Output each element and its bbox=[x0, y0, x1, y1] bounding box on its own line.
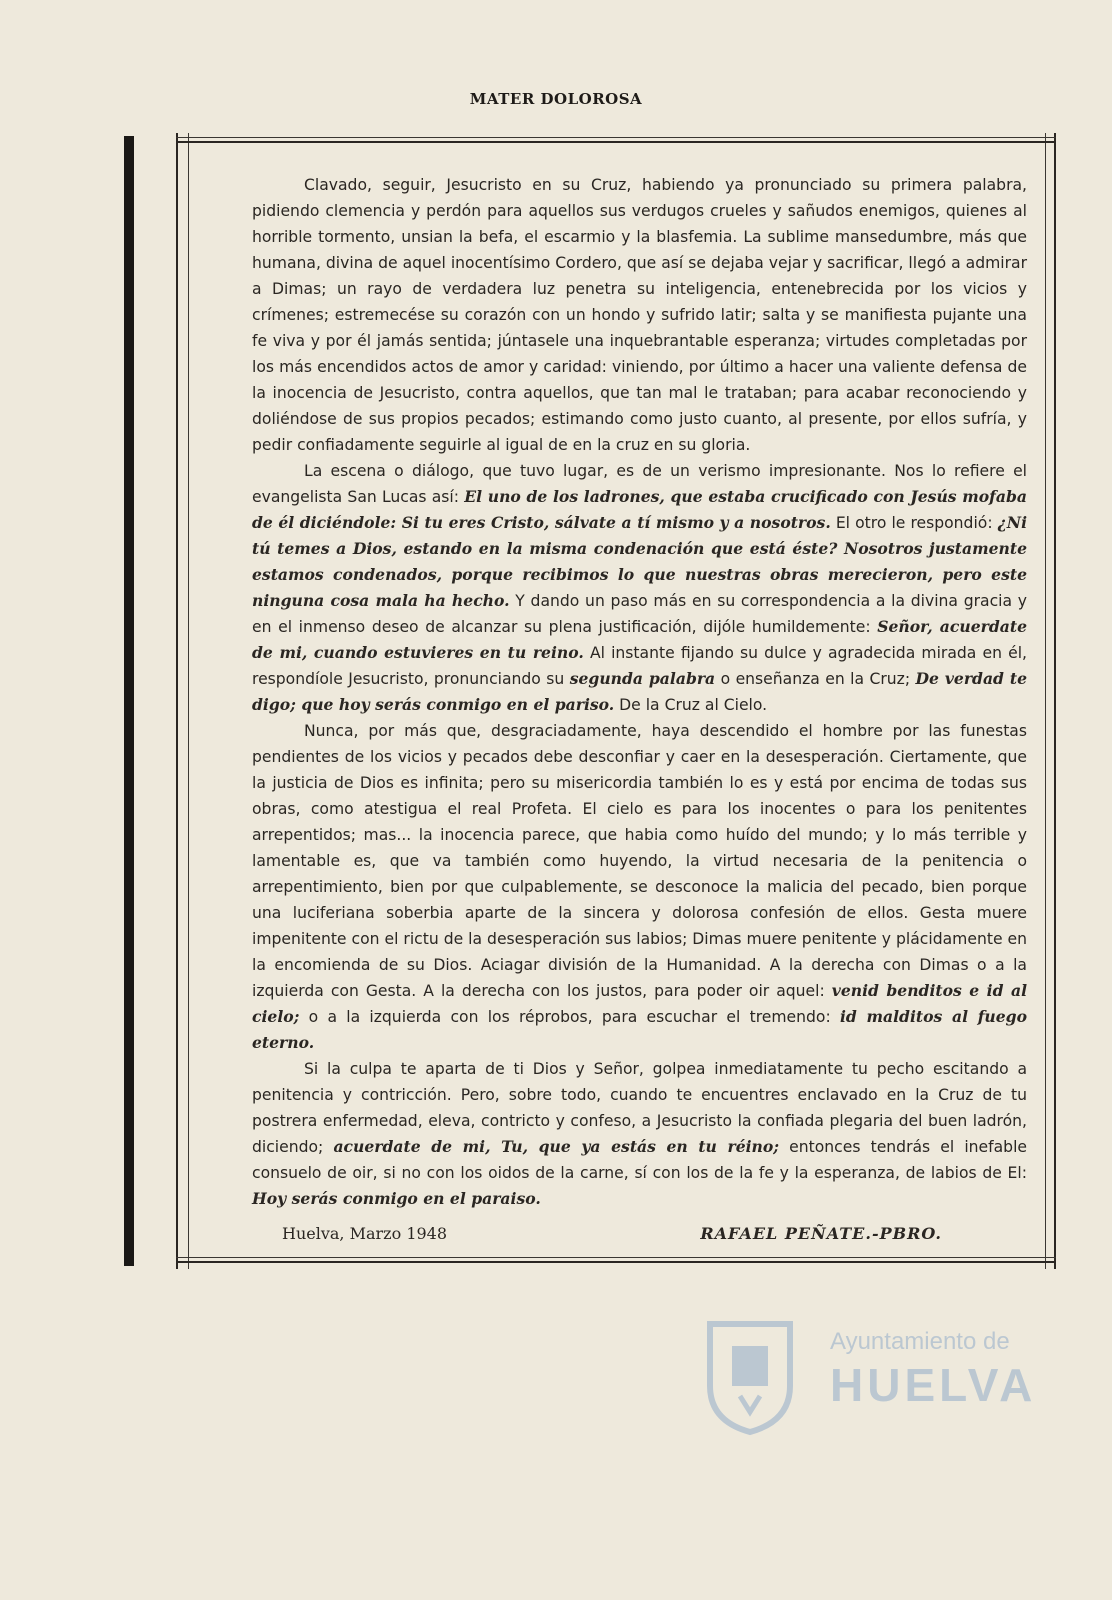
page-header-title: MATER DOLOROSA bbox=[469, 90, 643, 108]
emphasized-quote: id malditos al fuego eterno. bbox=[252, 1007, 1027, 1052]
emphasized-quote: Hoy serás conmigo en el paraiso. bbox=[252, 1189, 541, 1208]
paragraph-4 bbox=[252, 1056, 1027, 1212]
text-run: o enseñanza en la Cruz; bbox=[715, 670, 916, 688]
text-run: Si la culpa te aparta de ti Dios y Señor, golpea inmediatamente tu pecho escitando a penitencia y contricción. Pero, sobre todo, cuando te encuentres enclavado en la Cruz de tu postrera enfermedad, eleva, contricto y confeso, a Jesucristo la confiada plegaria del buen ladrón, diciendo; bbox=[252, 1060, 1027, 1156]
text-run: Nunca, por más que, desgraciadamente, haya descendido el hombre por las funestas pendientes de los vicios y pecados debe desconfiar y caer en la desesperación. Ciertamente, que la justicia de Dios es infinita; pero su misericordia también lo es y está por encima de todas sus obras, como atestigua el real Profeta. El cielo es para los inocentes o para los penitentes arrepentidos; mas... la inocencia parece, que habia como huído del mundo; y lo más terrible y lamentable es, que va también como huyendo, la virtud necesaria de la penitencia o arrepentimiento, bien por que culpablemente, se desconoce la malicia del pecado, bien porque una luciferiana soberbia aparte de la sincera y dolorosa confesión de ellos. Gesta muere impenitente con el rictu de la desesperación sus labios; Dimas muere penitente y plácidamente en la encomienda de su Dios. Aciagar división de la Humanidad. A la derecha con Dimas o a la izquierda con Gesta. A la derecha con los justos, para poder oir aquel: bbox=[252, 722, 1027, 1000]
emphasized-quote: venid benditos e id al cielo; bbox=[252, 981, 1027, 1026]
paragraph-2 bbox=[252, 458, 1027, 718]
emphasized-quote: Señor, acuerdate de mi, cuando estuvieres en tu reino. bbox=[252, 617, 1027, 662]
text-run: De la Cruz al Cielo. bbox=[614, 696, 768, 714]
text-run: El otro le respondió: bbox=[830, 514, 998, 532]
bottom-double-rule bbox=[176, 1257, 1056, 1263]
top-double-rule bbox=[176, 137, 1056, 143]
text-run: La escena o diálogo, que tuvo lugar, es de un verismo impresionante. Nos lo refiere el evangelista San Lucas así: bbox=[252, 462, 1027, 506]
city-coat-of-arms-icon bbox=[700, 1316, 800, 1436]
text-run: Al instante fijando su dulce y agradecida mirada en él, respondíole Jesucristo, pronunciando su bbox=[252, 644, 1027, 688]
text-run: o a la izquierda con los réprobos, para escuchar el tremendo: bbox=[299, 1008, 840, 1026]
article-body bbox=[252, 172, 1027, 1212]
author-name: RAFAEL PEÑATE.-PBRO. bbox=[700, 1224, 942, 1243]
emphasized-quote: acuerdate de mi, Tu, que ya estás en tu réino; bbox=[333, 1137, 780, 1156]
watermark-line-2: HUELVA bbox=[830, 1359, 1037, 1411]
place-date: Huelva, Marzo 1948 bbox=[282, 1224, 448, 1243]
emphasized-quote: De verdad te digo; que hoy serás conmigo en el pariso. bbox=[252, 669, 1027, 714]
watermark-line-1: Ayuntamiento de bbox=[830, 1328, 1010, 1355]
left-black-bar bbox=[124, 136, 134, 1266]
watermark bbox=[700, 1316, 1040, 1456]
paragraph-1 bbox=[252, 172, 1027, 458]
emphasized-quote: segunda palabra bbox=[569, 669, 716, 688]
text-run: Y dando un paso más en su correspondencia a la divina gracia y en el inmenso deseo de alcanzar su plena justificación, dijóle humildemente: bbox=[252, 592, 1027, 636]
text-run: Clavado, seguir, Jesucristo en su Cruz, habiendo ya pronunciado su primera palabra, pidiendo clemencia y perdón para aquellos sus verdugos crueles y sañudos enemigos, quienes al horrible tormento, unsian la befa, el escarmio y la blasfemia. La sublime mansedumbre, más que humana, divina de aquel inocentísimo Cordero, que así se dejaba vejar y sacrificar, llegó a admirar a Dimas; un rayo de verdadera luz penetra su inteligencia, entenebrecida por los vicios y crímenes; estremecése su corazón con un hondo y sufrido latir; salta y se manifiesta pujante una fe viva y por él jamás sentida; júntasele una inquebrantable esperanza; virtudes completadas por los más encendidos actos de amor y caridad: viniendo, por último a hacer una valiente defensa de la inocencia de Jesucristo, contra aquellos, que tan mal le trataban; para acabar reconociendo y doliéndose de sus propios pecados; estimando como justo cuanto, al presente, por ellos sufría, y pedir confiadamente seguirle al igual de en la cruz en su gloria. bbox=[252, 176, 1027, 454]
paragraph-3 bbox=[252, 718, 1027, 1056]
emphasized-quote: El uno de los ladrones, que estaba crucificado con Jesús mofaba de él diciéndole: Si tu eres Cristo, sálvate a tí mismo y a nosotros. bbox=[252, 487, 1027, 532]
emphasized-quote: ¿Ni tú temes a Dios, estando en la misma condenación que está éste? Nosotros justamente estamos condenados, porque recibimos lo que nuestras obras merecieron, pero este ninguna cosa mala ha hecho. bbox=[252, 513, 1027, 610]
text-run: entonces tendrás el inefable consuelo de oir, si no con los oidos de la carne, sí con los de la fe y la esperanza, de labios de El: bbox=[252, 1138, 1028, 1182]
